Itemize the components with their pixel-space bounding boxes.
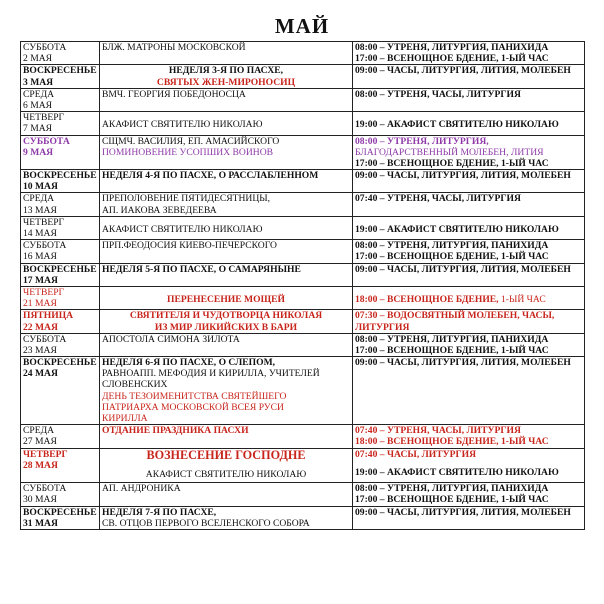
day-cell: СРЕДА 6 МАЯ	[21, 88, 100, 111]
event-cell: ПРЕПОЛОВЕНИЕ ПЯТИДЕСЯТНИЦЫ, АП. ИАКОВА ЗЕВЕДЕЕВА	[100, 193, 353, 216]
table-row	[21, 170, 585, 193]
table-row	[21, 483, 585, 506]
page-title: МАЙ	[274, 14, 330, 38]
event-cell: АКАФИСТ СВЯТИТЕЛЮ НИКОЛАЮ	[100, 112, 353, 135]
event-cell: НЕДЕЛЯ 3-Я ПО ПАСХЕ, СВЯТЫХ ЖЕН-МИРОНОСИЦ	[100, 65, 353, 88]
event-cell: СЩМЧ. ВАСИЛИЯ, ЕП. АМАСИЙСКОГО ПОМИНОВЕНИЕ УСОПШИХ ВОИНОВ	[100, 135, 353, 170]
day-cell: СРЕДА 27 МАЯ	[21, 425, 100, 448]
day-cell: СУББОТА 9 МАЯ	[21, 135, 100, 170]
table-row	[21, 506, 585, 529]
service-cell: 19:00 – АКАФИСТ СВЯТИТЕЛЮ НИКОЛАЮ	[353, 112, 585, 135]
day-cell: СУББОТА 2 МАЯ	[21, 42, 100, 65]
table-row	[21, 135, 585, 170]
event-cell: НЕДЕЛЯ 6-Я ПО ПАСХЕ, О СЛЕПОМ, РАВНОАПП. МЕФОДИЯ И КИРИЛЛА, УЧИТЕЛЕЙ СЛОВЕНСКИХ ДЕНЬ ТЕЗОИМЕНИТСТВА СВЯТЕЙШЕГО ПАТРИАРХА МОСКОВСКОЙ ВСЕЯ РУСИ КИРИЛЛА	[100, 357, 353, 425]
day-cell: ВОСКРЕСЕНЬЕ 24 МАЯ	[21, 357, 100, 425]
day-cell: ЧЕТВЕРГ 7 МАЯ	[21, 112, 100, 135]
service-cell: 07:40 – УТРЕНЯ, ЧАСЫ, ЛИТУРГИЯ 18:00 – ВСЕНОЩНОЕ БДЕНИЕ, 1-ЫЙ ЧАС	[353, 425, 585, 448]
table-row	[21, 193, 585, 216]
table-row	[21, 112, 585, 135]
day-cell: СРЕДА 13 МАЯ	[21, 193, 100, 216]
event-cell: НЕДЕЛЯ 4-Я ПО ПАСХЕ, О РАССЛАБЛЕННОМ	[100, 170, 353, 193]
day-cell: СУББОТА 23 МАЯ	[21, 333, 100, 356]
table-row	[21, 310, 585, 333]
day-cell: ВОСКРЕСЕНЬЕ 17 МАЯ	[21, 263, 100, 286]
day-cell: ЧЕТВЕРГ 14 МАЯ	[21, 216, 100, 239]
day-cell: ВОСКРЕСЕНЬЕ 31 МАЯ	[21, 506, 100, 529]
service-cell: 07:40 – УТРЕНЯ, ЧАСЫ, ЛИТУРГИЯ	[353, 193, 585, 216]
day-cell: ЧЕТВЕРГ 28 МАЯ	[21, 448, 100, 483]
table-row	[21, 42, 585, 65]
table-row	[21, 286, 585, 309]
service-cell: 18:00 – ВСЕНОЩНОЕ БДЕНИЕ, 1-ЫЙ ЧАС	[353, 286, 585, 309]
day-cell: СУББОТА 30 МАЯ	[21, 483, 100, 506]
day-cell: СУББОТА 16 МАЯ	[21, 240, 100, 263]
table-row	[21, 65, 585, 88]
schedule-table	[20, 41, 585, 530]
table-row	[21, 333, 585, 356]
service-cell: 07:40 – ЧАСЫ, ЛИТУРГИЯ 19:00 – АКАФИСТ СВЯТИТЕЛЮ НИКОЛАЮ	[353, 448, 585, 483]
service-cell: 08:00 – УТРЕНЯ, ЛИТУРГИЯ, ПАНИХИДА 17:00 – ВСЕНОЩНОЕ БДЕНИЕ, 1-ЫЙ ЧАС	[353, 483, 585, 506]
service-cell: 07:30 – ВОДОСВЯТНЫЙ МОЛЕБЕН, ЧАСЫ, ЛИТУРГИЯ	[353, 310, 585, 333]
day-cell: ВОСКРЕСЕНЬЕ 10 МАЯ	[21, 170, 100, 193]
service-cell: 09:00 – ЧАСЫ, ЛИТУРГИЯ, ЛИТИЯ, МОЛЕБЕН	[353, 170, 585, 193]
event-cell: ОТДАНИЕ ПРАЗДНИКА ПАСХИ	[100, 425, 353, 448]
event-cell: АКАФИСТ СВЯТИТЕЛЮ НИКОЛАЮ	[100, 216, 353, 239]
service-cell: 08:00 – УТРЕНЯ, ЛИТУРГИЯ, ПАНИХИДА 17:00 – ВСЕНОЩНОЕ БДЕНИЕ, 1-ЫЙ ЧАС	[353, 42, 585, 65]
service-cell: 08:00 – УТРЕНЯ, ЛИТУРГИЯ, БЛАГОДАРСТВЕННЫЙ МОЛЕБЕН, ЛИТИЯ 17:00 – ВСЕНОЩНОЕ БДЕНИЕ, 1-ЫЙ ЧАС	[353, 135, 585, 170]
table-row	[21, 263, 585, 286]
table-row	[21, 240, 585, 263]
service-cell: 09:00 – ЧАСЫ, ЛИТУРГИЯ, ЛИТИЯ, МОЛЕБЕН	[353, 506, 585, 529]
event-cell: НЕДЕЛЯ 5-Я ПО ПАСХЕ, О САМАРЯНЫНЕ	[100, 263, 353, 286]
table-row	[21, 448, 585, 483]
event-cell: БЛЖ. МАТРОНЫ МОСКОВСКОЙ	[100, 42, 353, 65]
table-row	[21, 216, 585, 239]
service-cell: 08:00 – УТРЕНЯ, ЛИТУРГИЯ, ПАНИХИДА 17:00 – ВСЕНОЩНОЕ БДЕНИЕ, 1-ЫЙ ЧАС	[353, 333, 585, 356]
event-cell: НЕДЕЛЯ 7-Я ПО ПАСХЕ, СВ. ОТЦОВ ПЕРВОГО ВСЕЛЕНСКОГО СОБОРА	[100, 506, 353, 529]
event-cell: ПРП.ФЕОДОСИЯ КИЕВО-ПЕЧЕРСКОГО	[100, 240, 353, 263]
event-cell: АПОСТОЛА СИМОНА ЗИЛОТА	[100, 333, 353, 356]
day-cell: ПЯТНИЦА 22 МАЯ	[21, 310, 100, 333]
event-cell: СВЯТИТЕЛЯ И ЧУДОТВОРЦА НИКОЛАЯ ИЗ МИР ЛИКИЙСКИХ В БАРИ	[100, 310, 353, 333]
table-row	[21, 88, 585, 111]
event-cell: АП. АНДРОНИКА	[100, 483, 353, 506]
event-cell: ПЕРЕНЕСЕНИЕ МОЩЕЙ	[100, 286, 353, 309]
service-cell: 08:00 – УТРЕНЯ, ЧАСЫ, ЛИТУРГИЯ	[353, 88, 585, 111]
event-cell: ВМЧ. ГЕОРГИЯ ПОБЕДОНОСЦА	[100, 88, 353, 111]
day-cell: ЧЕТВЕРГ 21 МАЯ	[21, 286, 100, 309]
event-cell: ВОЗНЕСЕНИЕ ГОСПОДНЕ АКАФИСТ СВЯТИТЕЛЮ НИКОЛАЮ	[100, 448, 353, 483]
service-cell: 09:00 – ЧАСЫ, ЛИТУРГИЯ, ЛИТИЯ, МОЛЕБЕН	[353, 65, 585, 88]
day-cell: ВОСКРЕСЕНЬЕ 3 МАЯ	[21, 65, 100, 88]
service-cell: 08:00 – УТРЕНЯ, ЛИТУРГИЯ, ПАНИХИДА 17:00 – ВСЕНОЩНОЕ БДЕНИЕ, 1-ЫЙ ЧАС	[353, 240, 585, 263]
table-row	[21, 357, 585, 425]
table-row	[21, 425, 585, 448]
service-cell: 19:00 – АКАФИСТ СВЯТИТЕЛЮ НИКОЛАЮ	[353, 216, 585, 239]
service-cell: 09:00 – ЧАСЫ, ЛИТУРГИЯ, ЛИТИЯ, МОЛЕБЕН	[353, 357, 585, 425]
service-cell: 09:00 – ЧАСЫ, ЛИТУРГИЯ, ЛИТИЯ, МОЛЕБЕН	[353, 263, 585, 286]
